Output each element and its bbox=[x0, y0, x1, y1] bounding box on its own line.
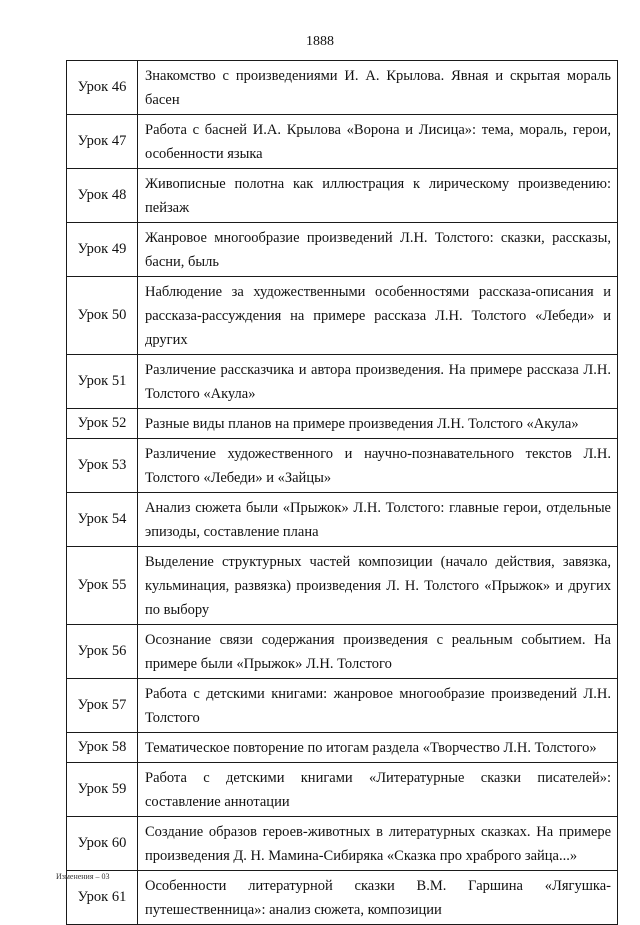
lesson-topic: Анализ сюжета были «Прыжок» Л.Н. Толстого: главные герои, отдельные эпизоды, составление плана bbox=[138, 493, 618, 547]
lesson-topic: Особенности литературной сказки В.М. Гаршина «Лягушка-путешественница»: анализ сюжета, композиции bbox=[138, 871, 618, 925]
table-row bbox=[67, 439, 618, 493]
lesson-topic: Работа с детскими книгами «Литературные сказки писателей»: составление аннотации bbox=[138, 763, 618, 817]
lesson-number: Урок 46 bbox=[67, 61, 138, 115]
lesson-topic: Жанровое многообразие произведений Л.Н. Толстого: сказки, рассказы, басни, быль bbox=[138, 223, 618, 277]
lesson-topic: Работа с детскими книгами: жанровое многообразие произведений Л.Н. Толстого bbox=[138, 679, 618, 733]
table-row bbox=[67, 223, 618, 277]
table-row bbox=[67, 409, 618, 439]
lesson-number: Урок 61 bbox=[67, 871, 138, 925]
lesson-topic: Работа с басней И.А. Крылова «Ворона и Лисица»: тема, мораль, герои, особенности языка bbox=[138, 115, 618, 169]
lesson-number: Урок 48 bbox=[67, 169, 138, 223]
lesson-number: Урок 58 bbox=[67, 733, 138, 763]
revision-note: Изменения – 03 bbox=[56, 872, 110, 881]
lesson-topic: Различение художественного и научно-познавательного текстов Л.Н. Толстого «Лебеди» и «Зайцы» bbox=[138, 439, 618, 493]
lesson-topic: Различение рассказчика и автора произведения. На примере рассказа Л.Н. Толстого «Акула» bbox=[138, 355, 618, 409]
lesson-number: Урок 60 bbox=[67, 817, 138, 871]
table-row bbox=[67, 277, 618, 355]
lesson-topic: Живописные полотна как иллюстрация к лирическому произведению: пейзаж bbox=[138, 169, 618, 223]
lesson-number: Урок 53 bbox=[67, 439, 138, 493]
table-row bbox=[67, 61, 618, 115]
lesson-number: Урок 59 bbox=[67, 763, 138, 817]
page-number: 1888 bbox=[306, 34, 334, 49]
lesson-number: Урок 51 bbox=[67, 355, 138, 409]
lesson-number: Урок 50 bbox=[67, 277, 138, 355]
lesson-topic: Знакомство с произведениями И. А. Крылова. Явная и скрытая мораль басен bbox=[138, 61, 618, 115]
table-row bbox=[67, 355, 618, 409]
lesson-topic: Выделение структурных частей композиции (начало действия, завязка, кульминация, развязка) произведения Л. Н. Толстого «Прыжок» и других по выбору bbox=[138, 547, 618, 625]
lesson-topic: Осознание связи содержания произведения с реальным событием. На примере были «Прыжок» Л.Н. Толстого bbox=[138, 625, 618, 679]
table-row bbox=[67, 547, 618, 625]
table-row bbox=[67, 817, 618, 871]
lesson-plan-table bbox=[66, 60, 618, 925]
lesson-number: Урок 55 bbox=[67, 547, 138, 625]
lesson-number: Урок 57 bbox=[67, 679, 138, 733]
lesson-number: Урок 49 bbox=[67, 223, 138, 277]
table-row bbox=[67, 733, 618, 763]
lesson-number: Урок 52 bbox=[67, 409, 138, 439]
table-row bbox=[67, 871, 618, 925]
lesson-topic: Тематическое повторение по итогам раздела «Творчество Л.Н. Толстого» bbox=[138, 733, 618, 763]
lesson-topic: Наблюдение за художественными особенностями рассказа-описания и рассказа-рассуждения на примере рассказа Л.Н. Толстого «Лебеди» и других bbox=[138, 277, 618, 355]
table-row bbox=[67, 763, 618, 817]
lesson-number: Урок 56 bbox=[67, 625, 138, 679]
lesson-topic: Создание образов героев-животных в литературных сказках. На примере произведения Д. Н. Мамина-Сибиряка «Сказка про храброго зайца...» bbox=[138, 817, 618, 871]
table-row bbox=[67, 115, 618, 169]
lesson-number: Урок 54 bbox=[67, 493, 138, 547]
table-row bbox=[67, 625, 618, 679]
table-row bbox=[67, 493, 618, 547]
lesson-number: Урок 47 bbox=[67, 115, 138, 169]
table-row bbox=[67, 169, 618, 223]
lesson-topic: Разные виды планов на примере произведения Л.Н. Толстого «Акула» bbox=[138, 409, 618, 439]
table-row bbox=[67, 679, 618, 733]
